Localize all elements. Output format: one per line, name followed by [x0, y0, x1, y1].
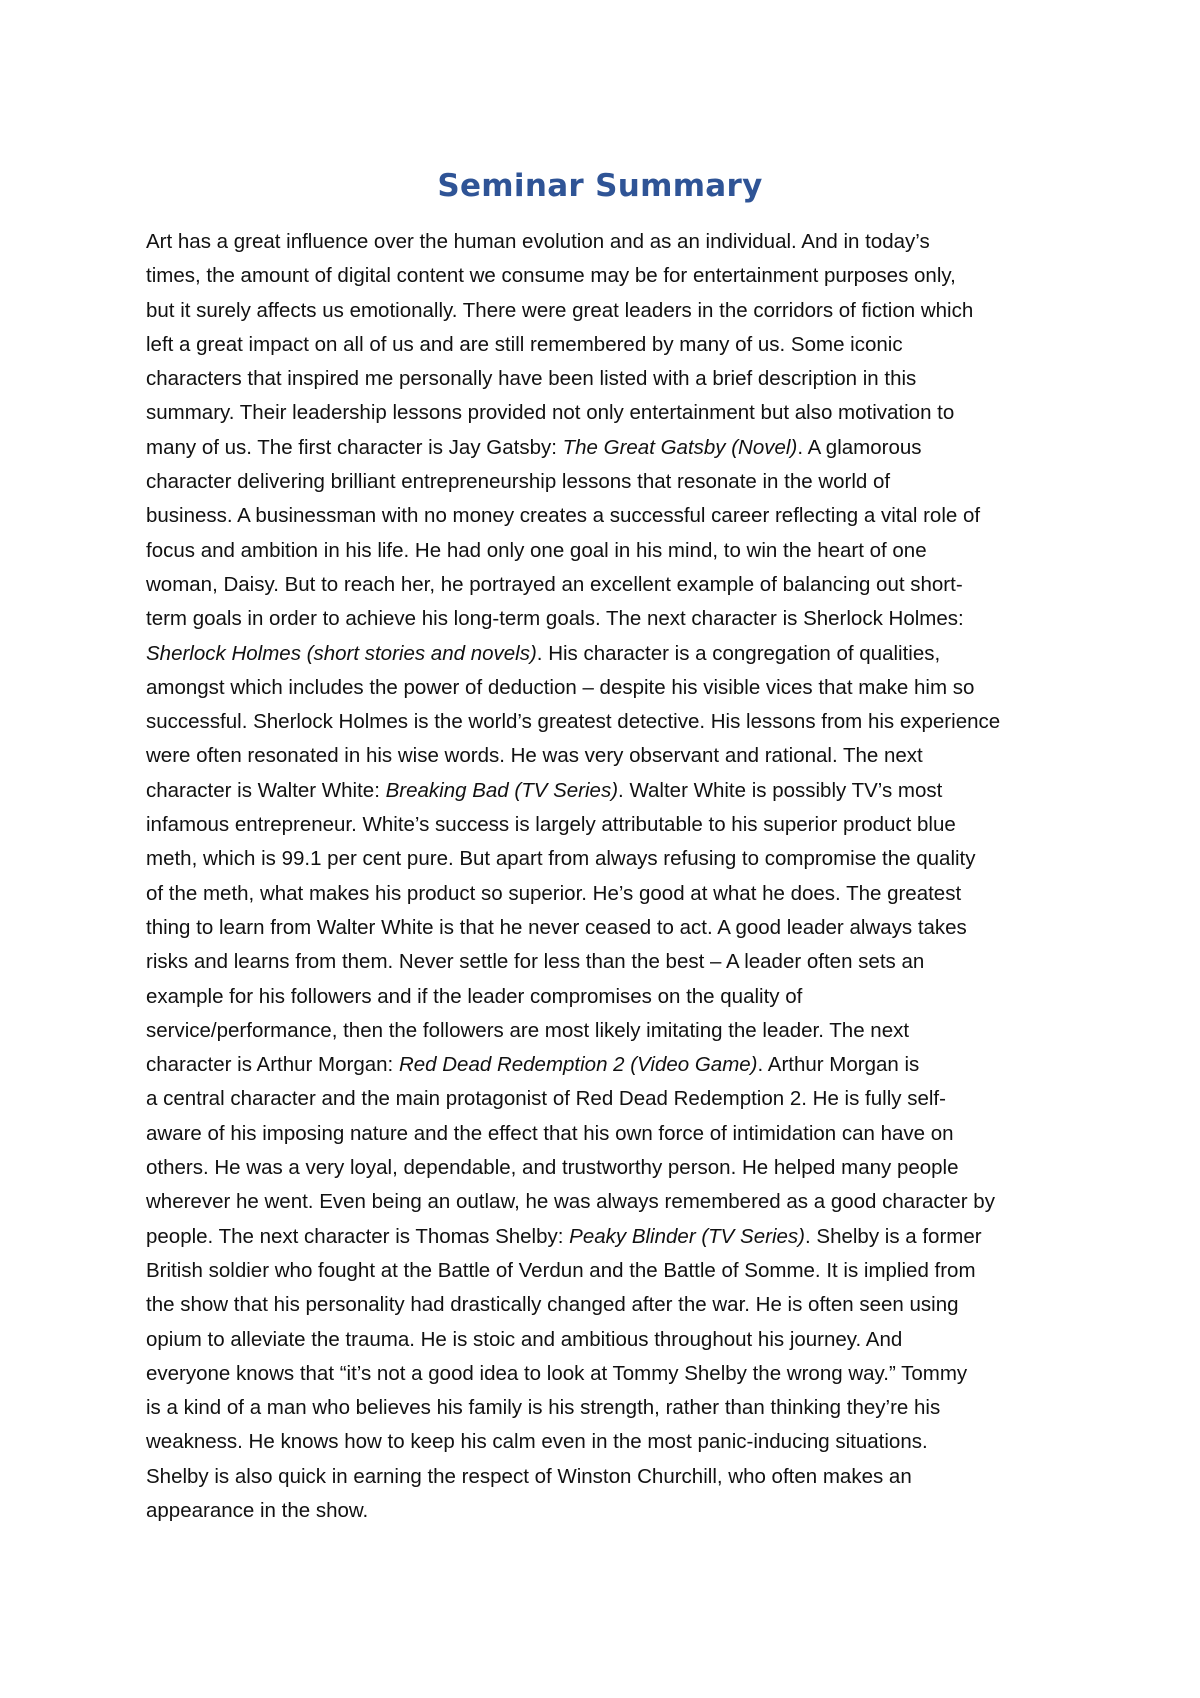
text-line — [146, 637, 1066, 671]
text-segment: Art has a great influence over the human evolution and as an individual. And in today’s — [146, 230, 930, 253]
text-segment: opium to alleviate the trauma. He is stoic and ambitious throughout his journey. And — [146, 1327, 903, 1351]
text-line — [146, 534, 1066, 568]
text-line — [146, 431, 1066, 465]
text-segment: characters that inspired me personally have been listed with a brief description in this — [146, 367, 917, 391]
page-title: Seminar Summary — [437, 168, 763, 204]
text-line — [146, 568, 1066, 602]
text-line — [146, 396, 1066, 430]
text-segment: business. A businessman with no money creates a successful career reflecting a vital role of — [146, 504, 981, 528]
text-line — [146, 294, 1066, 328]
text-segment: successful. Sherlock Holmes is the world’s greatest detective. His lessons from his experience — [146, 710, 1001, 734]
text-line — [146, 1220, 1066, 1254]
work-title: Peaky Blinder (TV Series) — [569, 1224, 805, 1248]
text-line — [146, 945, 1066, 979]
text-segment: . A glamorous — [797, 435, 922, 459]
text-segment: people. The next character is Thomas Shelby: — [146, 1224, 570, 1248]
text-segment: infamous entrepreneur. White’s success is largely attributable to his superior product blue — [146, 813, 956, 837]
work-title: Sherlock Holmes (short stories and novels) — [146, 641, 537, 665]
text-line — [146, 705, 1066, 739]
text-line — [146, 774, 1066, 808]
text-line — [146, 1151, 1066, 1185]
text-segment: times, the amount of digital content we consume may be for entertainment purposes only, — [146, 264, 956, 288]
text-segment: meth, which is 99.1 per cent pure. But apart from always refusing to compromise the quality — [146, 847, 976, 871]
text-segment: everyone knows that “it’s not a good idea to look at Tommy Shelby the wrong way.” Tommy — [146, 1361, 968, 1385]
text-segment: thing to learn from Walter White is that he never ceased to act. A good leader always takes — [146, 915, 967, 939]
text-line — [146, 259, 1066, 293]
text-segment: British soldier who fought at the Battle of Verdun and the Battle of Somme. It is implied from — [146, 1258, 976, 1282]
text-line — [146, 602, 1066, 636]
text-line — [146, 1048, 1066, 1082]
text-line — [146, 1254, 1066, 1288]
text-line — [146, 980, 1066, 1014]
text-segment: amongst which includes the power of deduction – despite his visible vices that make him so — [146, 675, 975, 699]
text-line — [146, 1425, 1066, 1459]
text-segment: focus and ambition in his life. He had only one goal in his mind, to win the heart of one — [146, 538, 927, 562]
text-segment: . Shelby is a former — [805, 1224, 982, 1248]
text-line — [146, 1391, 1066, 1425]
text-segment: a central character and the main protagonist of Red Dead Redemption 2. He is fully self- — [146, 1087, 946, 1111]
text-segment: wherever he went. Even being an outlaw, he was always remembered as a good character by — [146, 1190, 995, 1214]
text-segment: service/performance, then the followers are most likely imitating the leader. The next — [146, 1018, 910, 1042]
text-line — [146, 1014, 1066, 1048]
text-line — [146, 1082, 1066, 1116]
text-segment: of the meth, what makes his product so superior. He’s good at what he does. The greatest — [146, 881, 962, 905]
text-line — [146, 465, 1066, 499]
text-line — [146, 1357, 1066, 1391]
text-line — [146, 1323, 1066, 1357]
text-line — [146, 1185, 1066, 1219]
text-segment: character delivering brilliant entrepreneurship lessons that resonate in the world of — [146, 470, 891, 494]
text-segment: weakness. He knows how to keep his calm even in the most panic-inducing situations. — [146, 1430, 928, 1454]
text-line — [146, 671, 1066, 705]
text-line — [146, 842, 1066, 876]
text-line — [146, 362, 1066, 396]
text-line — [146, 1460, 1066, 1494]
text-segment: example for his followers and if the leader compromises on the quality of — [146, 984, 803, 1008]
text-segment: were often resonated in his wise words. He was very observant and rational. The next — [146, 744, 923, 768]
text-segment: . Walter White is possibly TV’s most — [618, 778, 943, 802]
text-segment: aware of his imposing nature and the effect that his own force of intimidation can have on — [146, 1121, 954, 1145]
text-line — [146, 877, 1066, 911]
text-segment: risks and learns from them. Never settle for less than the best – A leader often sets an — [146, 950, 925, 974]
text-segment: others. He was a very loyal, dependable, and trustworthy person. He helped many people — [146, 1156, 959, 1180]
text-line — [146, 911, 1066, 945]
text-line — [146, 739, 1066, 773]
work-title: The Great Gatsby (Novel) — [562, 435, 798, 459]
summary-paragraph — [146, 225, 1066, 1528]
text-segment: character is Arthur Morgan: — [146, 1053, 399, 1077]
text-segment: . His character is a congregation of qualities, — [536, 641, 941, 665]
text-line — [146, 225, 1066, 259]
work-title: Red Dead Redemption 2 (Video Game) — [398, 1053, 758, 1077]
text-line — [146, 1288, 1066, 1322]
text-segment: . Arthur Morgan is — [757, 1053, 920, 1077]
text-line — [146, 808, 1066, 842]
text-segment: is a kind of a man who believes his family is his strength, rather than thinking they’re his — [146, 1396, 941, 1420]
text-line — [146, 499, 1066, 533]
text-segment: term goals in order to achieve his long-term goals. The next character is Sherlock Holmes: — [146, 607, 964, 631]
text-line — [146, 328, 1066, 362]
work-title: Breaking Bad (TV Series) — [385, 778, 619, 802]
text-segment: appearance in the show. — [146, 1498, 369, 1522]
text-segment: but it surely affects us emotionally. There were great leaders in the corridors of fiction which — [146, 298, 974, 322]
text-segment: summary. Their leadership lessons provided not only entertainment but also motivation to — [146, 401, 955, 425]
text-segment: left a great impact on all of us and are still remembered by many of us. Some iconic — [146, 332, 903, 356]
text-line — [146, 1117, 1066, 1151]
text-line — [146, 1494, 1066, 1528]
text-segment: many of us. The first character is Jay Gatsby: — [146, 435, 563, 459]
text-segment: character is Walter White: — [146, 778, 386, 802]
text-segment: woman, Daisy. But to reach her, he portrayed an excellent example of balancing out short- — [146, 572, 963, 596]
text-segment: the show that his personality had drastically changed after the war. He is often seen using — [146, 1293, 959, 1317]
text-segment: Shelby is also quick in earning the respect of Winston Churchill, who often makes an — [146, 1464, 912, 1488]
